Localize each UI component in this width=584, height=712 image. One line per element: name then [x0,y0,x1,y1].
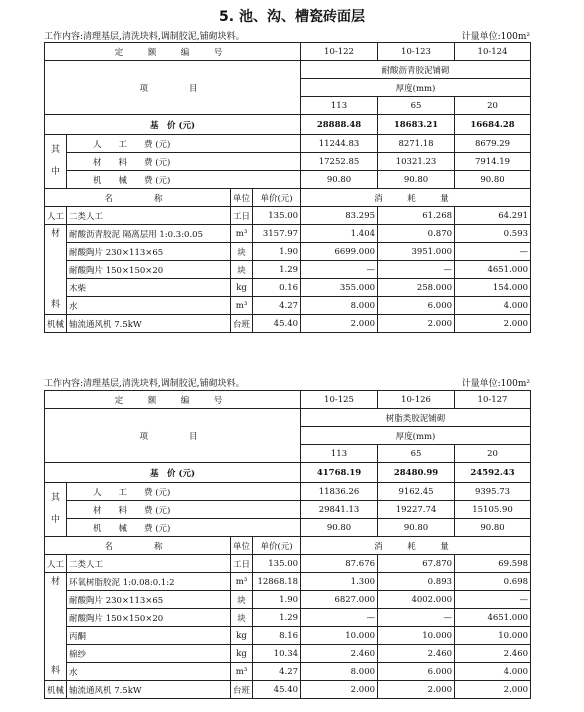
quota-table [44,390,531,699]
labor-category: 人工 [45,207,67,225]
resource-unit: kg [231,627,253,645]
resource-price: 8.16 [253,627,301,645]
resource-name: 耐酸陶片 230×113×65 [67,243,231,261]
consumption-value: 6.000 [378,297,455,315]
consumption-value: 2.460 [378,645,455,663]
consumption-value: 2.000 [455,681,531,699]
measurement-unit: 计量单位:100m² [461,32,530,42]
resource-name: 木柴 [67,279,231,297]
thickness-label: 厚度(mm) [301,427,531,445]
resource-unit: 台班 [231,681,253,699]
name-column-header: 名 称 [45,189,231,207]
consumption-value: 258.000 [378,279,455,297]
resource-price: 0.16 [253,279,301,297]
consumption-value: 83.295 [301,207,378,225]
quota-code: 10-127 [455,391,531,409]
quota-code: 10-124 [455,43,531,61]
thickness-value: 113 [301,445,378,463]
consumption-value: 1.404 [301,225,378,243]
consumption-value: 2.000 [378,315,455,333]
resource-price: 45.40 [253,681,301,699]
price-column-header: 单价(元) [253,537,301,555]
consumption-value: 0.698 [455,573,531,591]
resource-name: 轴流通风机 7.5kW [67,681,231,699]
resource-price: 4.27 [253,297,301,315]
consumption-value: — [455,243,531,261]
resource-unit: m³ [231,225,253,243]
page-title: 5. 池、沟、槽瓷砖面层 [219,9,365,25]
resource-name: 轴流通风机 7.5kW [67,315,231,333]
consumption-value: 0.893 [378,573,455,591]
quota-code: 10-126 [378,391,455,409]
resource-price: 135.00 [253,555,301,573]
consumption-value: 6827.000 [301,591,378,609]
consumption-value: 69.598 [455,555,531,573]
resource-price: 1.90 [253,591,301,609]
cost-row-value: 9395.73 [455,483,531,501]
consumption-value: 4651.000 [455,261,531,279]
thickness-value: 20 [455,97,531,115]
consumption-value: 2.460 [301,645,378,663]
base-price-value: 16684.28 [455,115,531,135]
zhong-label: 中 [50,167,60,177]
consumption-value: 4651.000 [455,609,531,627]
labor-category: 人工 [45,555,67,573]
base-price-value: 41768.19 [301,463,378,483]
resource-name: 耐酸沥青胶泥 隔离层用 1:0.3:0.05 [67,225,231,243]
consumption-value: 10.000 [455,627,531,645]
consumption-value: 154.000 [455,279,531,297]
resource-unit: kg [231,645,253,663]
cost-row-label: 人 工 费 (元) [67,483,301,501]
consumption-value: — [378,261,455,279]
consumption-value: 2.000 [455,315,531,333]
machine-category: 机械 [45,315,67,333]
resource-unit: 台班 [231,315,253,333]
resource-unit: 块 [231,243,253,261]
qi-label: 其 [50,493,60,503]
consumption-value: 2.000 [301,315,378,333]
cost-row-value: 11836.26 [301,483,378,501]
cost-row-value: 90.80 [378,519,455,537]
item-label: 项 目 [45,409,301,463]
item-label: 项 目 [45,61,301,115]
cost-row-label: 机 械 费 (元) [67,171,301,189]
consumption-column-header: 消 耗 量 [301,537,531,555]
quota-table [44,42,531,333]
quota-code-label: 定 额 编 号 [45,43,301,61]
consumption-value: 61.268 [378,207,455,225]
consumption-value: — [378,609,455,627]
cost-row-value: 10321.23 [378,153,455,171]
resource-unit: kg [231,279,253,297]
cost-row-value: 7914.19 [455,153,531,171]
material-category [45,573,67,681]
resource-unit: 工日 [231,207,253,225]
cost-row-value: 11244.83 [301,135,378,153]
consumption-value: 64.291 [455,207,531,225]
cost-row-value: 90.80 [455,171,531,189]
resource-unit: m³ [231,297,253,315]
consumption-value: 6699.000 [301,243,378,261]
cost-row-label: 材 料 费 (元) [67,501,301,519]
resource-price: 1.29 [253,609,301,627]
base-price-value: 28480.99 [378,463,455,483]
consumption-column-header: 消 耗 量 [301,189,531,207]
resource-unit: 块 [231,261,253,279]
consumption-value: — [301,261,378,279]
cost-row-value: 90.80 [455,519,531,537]
resource-name: 环氧树脂胶泥 1:0.08:0.1:2 [67,573,231,591]
cost-row-value: 29841.13 [301,501,378,519]
price-column-header: 单价(元) [253,189,301,207]
consumption-value: 8.000 [301,663,378,681]
consumption-value: 2.000 [301,681,378,699]
machine-category: 机械 [45,681,67,699]
cost-row-value: 8679.29 [455,135,531,153]
resource-unit: m³ [231,573,253,591]
resource-price: 3157.97 [253,225,301,243]
unit-column-header: 单位 [231,537,253,555]
thickness-value: 65 [378,97,455,115]
resource-price: 10.34 [253,645,301,663]
qi-label: 其 [50,145,60,155]
resource-price: 1.90 [253,243,301,261]
base-price-value: 24592.43 [455,463,531,483]
consumption-value: 0.870 [378,225,455,243]
resource-price: 4.27 [253,663,301,681]
quota-code: 10-122 [301,43,378,61]
consumption-value: 4002.000 [378,591,455,609]
cost-category [45,135,67,189]
cost-row-label: 机 械 费 (元) [67,519,301,537]
measurement-unit: 计量单位:100m² [461,379,530,389]
resource-price: 12868.18 [253,573,301,591]
quota-code: 10-123 [378,43,455,61]
unit-column-header: 单位 [231,189,253,207]
consumption-value: 3951.000 [378,243,455,261]
quota-code-label: 定 额 编 号 [45,391,301,409]
base-price-label: 基 价 (元) [45,115,301,135]
thickness-value: 113 [301,97,378,115]
consumption-value: — [301,609,378,627]
resource-name: 耐酸陶片 150×150×20 [67,261,231,279]
material-cat-top: 材 [50,576,60,587]
base-price-label: 基 价 (元) [45,463,301,483]
material-category [45,225,67,315]
consumption-value: 8.000 [301,297,378,315]
resource-name: 水 [67,297,231,315]
cost-row-value: 9162.45 [378,483,455,501]
resource-unit: m³ [231,663,253,681]
base-price-value: 28888.48 [301,115,378,135]
consumption-value: 4.000 [455,297,531,315]
quota-code: 10-125 [301,391,378,409]
cost-category [45,483,67,537]
consumption-value: 6.000 [378,663,455,681]
group-label: 耐酸沥青胶泥铺砌 [301,61,531,79]
cost-row-value: 90.80 [301,171,378,189]
thickness-label: 厚度(mm) [301,79,531,97]
consumption-value: 2.460 [455,645,531,663]
resource-price: 135.00 [253,207,301,225]
cost-row-label: 人 工 费 (元) [67,135,301,153]
resource-name: 耐酸陶片 230×113×65 [67,591,231,609]
consumption-value: 67.870 [378,555,455,573]
work-content: 工作内容:清理基层,清洗块料,调制胶泥,铺砌块料。 [44,379,245,389]
consumption-value: 355.000 [301,279,378,297]
resource-name: 二类人工 [67,207,231,225]
resource-price: 45.40 [253,315,301,333]
consumption-value: 0.593 [455,225,531,243]
consumption-value: 87.676 [301,555,378,573]
cost-row-label: 材 料 费 (元) [67,153,301,171]
material-cat-top: 材 [50,228,60,239]
consumption-value: 2.000 [378,681,455,699]
material-cat-bottom: 料 [50,665,60,676]
consumption-value: 10.000 [301,627,378,645]
zhong-label: 中 [50,515,60,525]
cost-row-value: 90.80 [301,519,378,537]
resource-unit: 块 [231,609,253,627]
cost-row-value: 90.80 [378,171,455,189]
cost-row-value: 8271.18 [378,135,455,153]
resource-unit: 块 [231,591,253,609]
resource-name: 耐酸陶片 150×150×20 [67,609,231,627]
name-column-header: 名 称 [45,537,231,555]
consumption-value: 1.300 [301,573,378,591]
thickness-value: 20 [455,445,531,463]
base-price-value: 18683.21 [378,115,455,135]
consumption-value: 4.000 [455,663,531,681]
cost-row-value: 19227.74 [378,501,455,519]
resource-name: 二类人工 [67,555,231,573]
cost-row-value: 15105.90 [455,501,531,519]
resource-price: 1.29 [253,261,301,279]
resource-name: 丙酮 [67,627,231,645]
consumption-value: — [455,591,531,609]
material-cat-bottom: 料 [50,299,60,310]
thickness-value: 65 [378,445,455,463]
resource-name: 水 [67,663,231,681]
consumption-value: 10.000 [378,627,455,645]
resource-unit: 工日 [231,555,253,573]
resource-name: 棉纱 [67,645,231,663]
cost-row-value: 17252.85 [301,153,378,171]
work-content: 工作内容:清理基层,清洗块料,调制胶泥,铺砌块料。 [44,32,245,42]
group-label: 树脂类胶泥铺砌 [301,409,531,427]
